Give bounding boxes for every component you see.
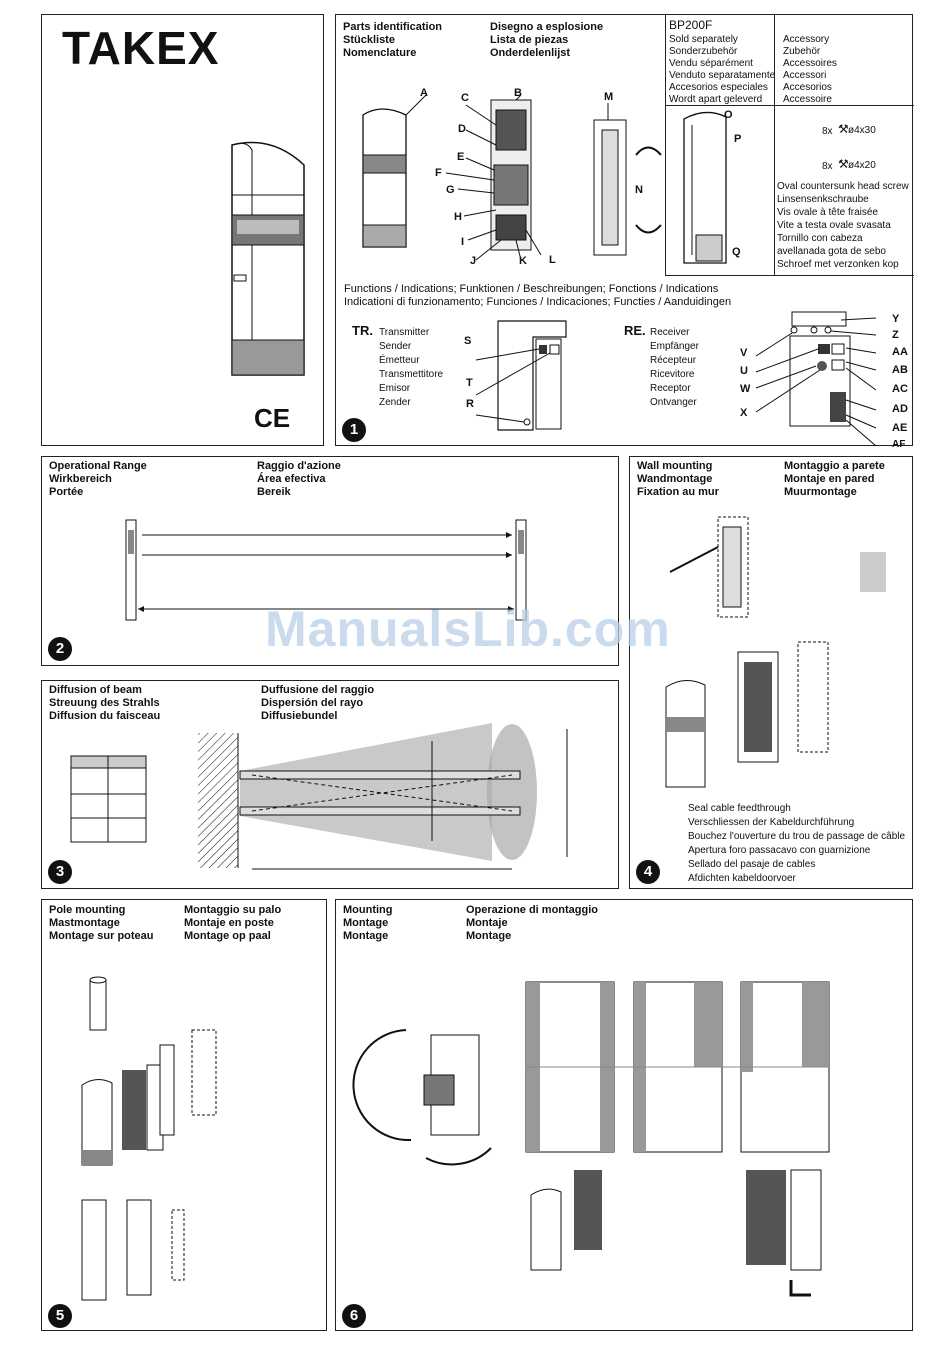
bp-model: BP200F (669, 18, 713, 32)
part-label-h: H (454, 211, 462, 223)
screw2-size: ø4x20 (848, 160, 876, 171)
screw-desc-2: Linsensenkschraube (777, 194, 869, 205)
sold-sep-6: Wordt apart geleverd (669, 94, 763, 105)
pole-mount-diagram (42, 900, 328, 1300)
bp200f-drawing (666, 105, 774, 275)
re-name-5: Receptor (650, 383, 691, 394)
p6-heading-l2: Montage (343, 917, 389, 929)
part-label-f: F (435, 167, 442, 179)
bp200f-box (665, 15, 914, 276)
part-label-d: D (458, 123, 466, 135)
sold-sep-3: Vendu séparément (669, 58, 753, 69)
accessory-2: Zubehör (783, 46, 821, 57)
panel-4-wall-mounting (629, 456, 913, 889)
accessory-4: Accessori (783, 70, 827, 81)
p6-heading-r3: Montage (466, 930, 512, 942)
sold-sep-2: Sonderzubehör (669, 46, 738, 57)
re-label-y: Y (892, 313, 900, 325)
parts-heading-it-3: Onderdelenlijst (490, 47, 571, 59)
screw-desc-6: avellanada gota de sebo (777, 246, 886, 257)
re-name-2: Empfänger (650, 341, 699, 352)
sensor-illustration (42, 15, 325, 447)
part-label-g: G (446, 184, 455, 196)
p3-heading-l2: Streuung des Strahls (49, 697, 160, 709)
parts-heading-it-2: Lista de piezas (490, 34, 569, 46)
tr-name-4: Transmettitore (379, 369, 444, 380)
receiver-panel-drawing (756, 300, 896, 440)
diffusion-diagram (192, 681, 592, 881)
mounting-diagram (336, 900, 914, 1332)
tr-label-r: R (466, 398, 474, 410)
p4-heading-r3: Muurmontage (784, 486, 857, 498)
sold-sep-5: Accesorios especiales (669, 82, 768, 93)
re-label-ab: AB (892, 364, 908, 376)
accessory-1: Accessory (783, 34, 830, 45)
re-label-ac: AC (892, 383, 908, 395)
seal-text-4: Apertura foro passacavo con guarnizione (688, 845, 871, 856)
p3-heading-r1: Duffusione del raggio (261, 684, 375, 696)
re-code: RE. (624, 323, 646, 338)
accessory-3: Accessoires (783, 58, 837, 69)
screw-desc-7: Schroef met verzonken kop (777, 259, 899, 270)
ce-mark: CE (254, 403, 291, 433)
panel-number-1: 1 (342, 418, 366, 442)
panel-number-4: 4 (636, 860, 660, 884)
panel-5-pole-mounting (41, 899, 327, 1331)
p5-heading-l2: Mastmontage (49, 917, 120, 929)
re-label-v: V (740, 347, 748, 359)
screw2-qty: 8x (822, 161, 833, 172)
re-name-1: Receiver (650, 327, 690, 338)
tr-name-6: Zender (379, 397, 411, 408)
cover-panel (41, 14, 324, 446)
tr-label-t: T (466, 377, 473, 389)
re-label-ae: AE (892, 422, 908, 434)
parts-heading-it-1: Disegno a esplosione (490, 21, 604, 33)
part-label-j: J (470, 255, 477, 267)
p4-heading-l3: Fixation au mur (637, 486, 719, 498)
panel-6-mounting (335, 899, 913, 1331)
panel-number-2: 2 (48, 637, 72, 661)
p4-heading-r2: Montaje en pared (784, 473, 875, 485)
screw-icon-1: ⚒ (838, 122, 849, 136)
panel-number-3: 3 (48, 860, 72, 884)
accessory-6: Accessoire (783, 94, 832, 105)
transmitter-panel-drawing (486, 315, 606, 435)
p2-heading-l3: Portée (49, 486, 84, 498)
p6-heading-r1: Operazione di montaggio (466, 904, 599, 916)
seal-text-3: Bouchez l'ouverture du trou de passage de câble (688, 831, 906, 842)
re-label-aa: AA (892, 346, 908, 358)
tr-name-2: Sender (379, 341, 412, 352)
tr-name-5: Emisor (379, 383, 411, 394)
p3-heading-l3: Diffusion du faisceau (49, 710, 161, 722)
screw-desc-1: Oval countersunk head screw (777, 181, 909, 192)
re-name-4: Ricevitore (650, 369, 695, 380)
exploded-diagram (336, 15, 666, 265)
part-label-p: P (734, 133, 742, 145)
sold-sep-1: Sold separately (669, 34, 738, 45)
parts-heading-3: Nomenclature (343, 47, 417, 59)
p2-heading-r1: Raggio d'azione (257, 460, 341, 472)
screw-desc-4: Vite a testa ovale svasata (777, 220, 891, 231)
re-label-u: U (740, 365, 748, 377)
p3-heading-l1: Diffusion of beam (49, 684, 142, 696)
p2-heading-l1: Operational Range (49, 460, 147, 472)
screw-desc-3: Vis ovale à tête fraisée (777, 207, 878, 218)
part-label-i: I (461, 236, 465, 248)
p4-heading-l1: Wall mounting (637, 460, 713, 472)
tr-code: TR. (352, 323, 373, 338)
part-label-o: O (724, 109, 733, 121)
tr-name-1: Transmitter (379, 327, 430, 338)
brand-logo: TAKEX (62, 22, 220, 74)
p2-heading-r3: Bereik (257, 486, 291, 498)
p5-heading-l3: Montage sur poteau (49, 930, 154, 942)
screw-desc-5: Tornillo con cabeza (777, 233, 863, 244)
part-label-a: A (420, 87, 428, 99)
part-label-e: E (457, 151, 465, 163)
seal-text-5: Sellado del pasaje de cables (688, 859, 816, 870)
functions-heading-1: Functions / Indications; Funktionen / Beschreibungen; Fonctions / Indications (344, 283, 719, 295)
p5-heading-r3: Montage op paal (184, 930, 271, 942)
p5-heading-r1: Montaggio su palo (184, 904, 282, 916)
part-label-k: K (519, 255, 527, 267)
wall-mount-diagram (630, 457, 914, 797)
tr-name-3: Émetteur (379, 355, 420, 366)
part-label-n: N (635, 184, 643, 196)
re-label-z: Z (892, 329, 899, 341)
part-label-l: L (549, 254, 556, 266)
part-label-c: C (461, 92, 469, 104)
re-label-ad: AD (892, 403, 908, 415)
p2-heading-r2: Área efectiva (257, 473, 326, 485)
part-label-b: B (514, 87, 522, 99)
tr-label-s: S (464, 335, 472, 347)
panel-3-beam-diffusion (41, 680, 619, 889)
re-label-w: W (740, 383, 751, 395)
p6-heading-l3: Montage (343, 930, 389, 942)
seal-text-6: Afdichten kabeldoorvoer (688, 873, 796, 884)
screw-icon-2: ⚒ (838, 157, 849, 171)
p5-heading-r2: Montaje en poste (184, 917, 274, 929)
p4-heading-l2: Wandmontage (637, 473, 713, 485)
screw1-qty: 8x (822, 126, 833, 137)
panel-number-5: 5 (48, 1304, 72, 1328)
sold-sep-4: Venduto separatamente (669, 70, 776, 81)
p3-heading-r3: Diffusiebundel (261, 710, 338, 722)
panel-1-parts-functions (335, 14, 913, 450)
functions-heading-2: Indicationi di funzionamento; Funciones / Indicaciones; Functies / Aanduidingen (344, 296, 732, 308)
p2-heading-l2: Wirkbereich (49, 473, 112, 485)
p3-heading-r2: Dispersión del rayo (261, 697, 364, 709)
seal-text-1: Seal cable feedthrough (688, 803, 791, 814)
screw1-size: ø4x30 (848, 125, 876, 136)
watermark: ManualsLib.com (265, 601, 671, 657)
p6-heading-r2: Montaje (466, 917, 508, 929)
accessory-5: Accesorios (783, 82, 832, 93)
part-label-q: Q (732, 246, 741, 258)
p5-heading-l1: Pole mounting (49, 904, 126, 916)
parts-heading-2: Stückliste (343, 34, 395, 46)
re-name-3: Récepteur (650, 355, 697, 366)
seal-text-2: Verschliessen der Kabeldurchführung (688, 817, 855, 828)
re-label-x: X (740, 407, 748, 419)
diffusion-table (71, 756, 151, 846)
p6-heading-l1: Mounting (343, 904, 393, 916)
panel-number-6: 6 (342, 1304, 366, 1328)
re-name-6: Ontvanger (650, 397, 697, 408)
part-label-m: M (604, 91, 614, 103)
p4-heading-r1: Montaggio a parete (784, 460, 885, 472)
re-label-af: AF (892, 439, 906, 450)
parts-heading-1: Parts identification (343, 21, 443, 33)
